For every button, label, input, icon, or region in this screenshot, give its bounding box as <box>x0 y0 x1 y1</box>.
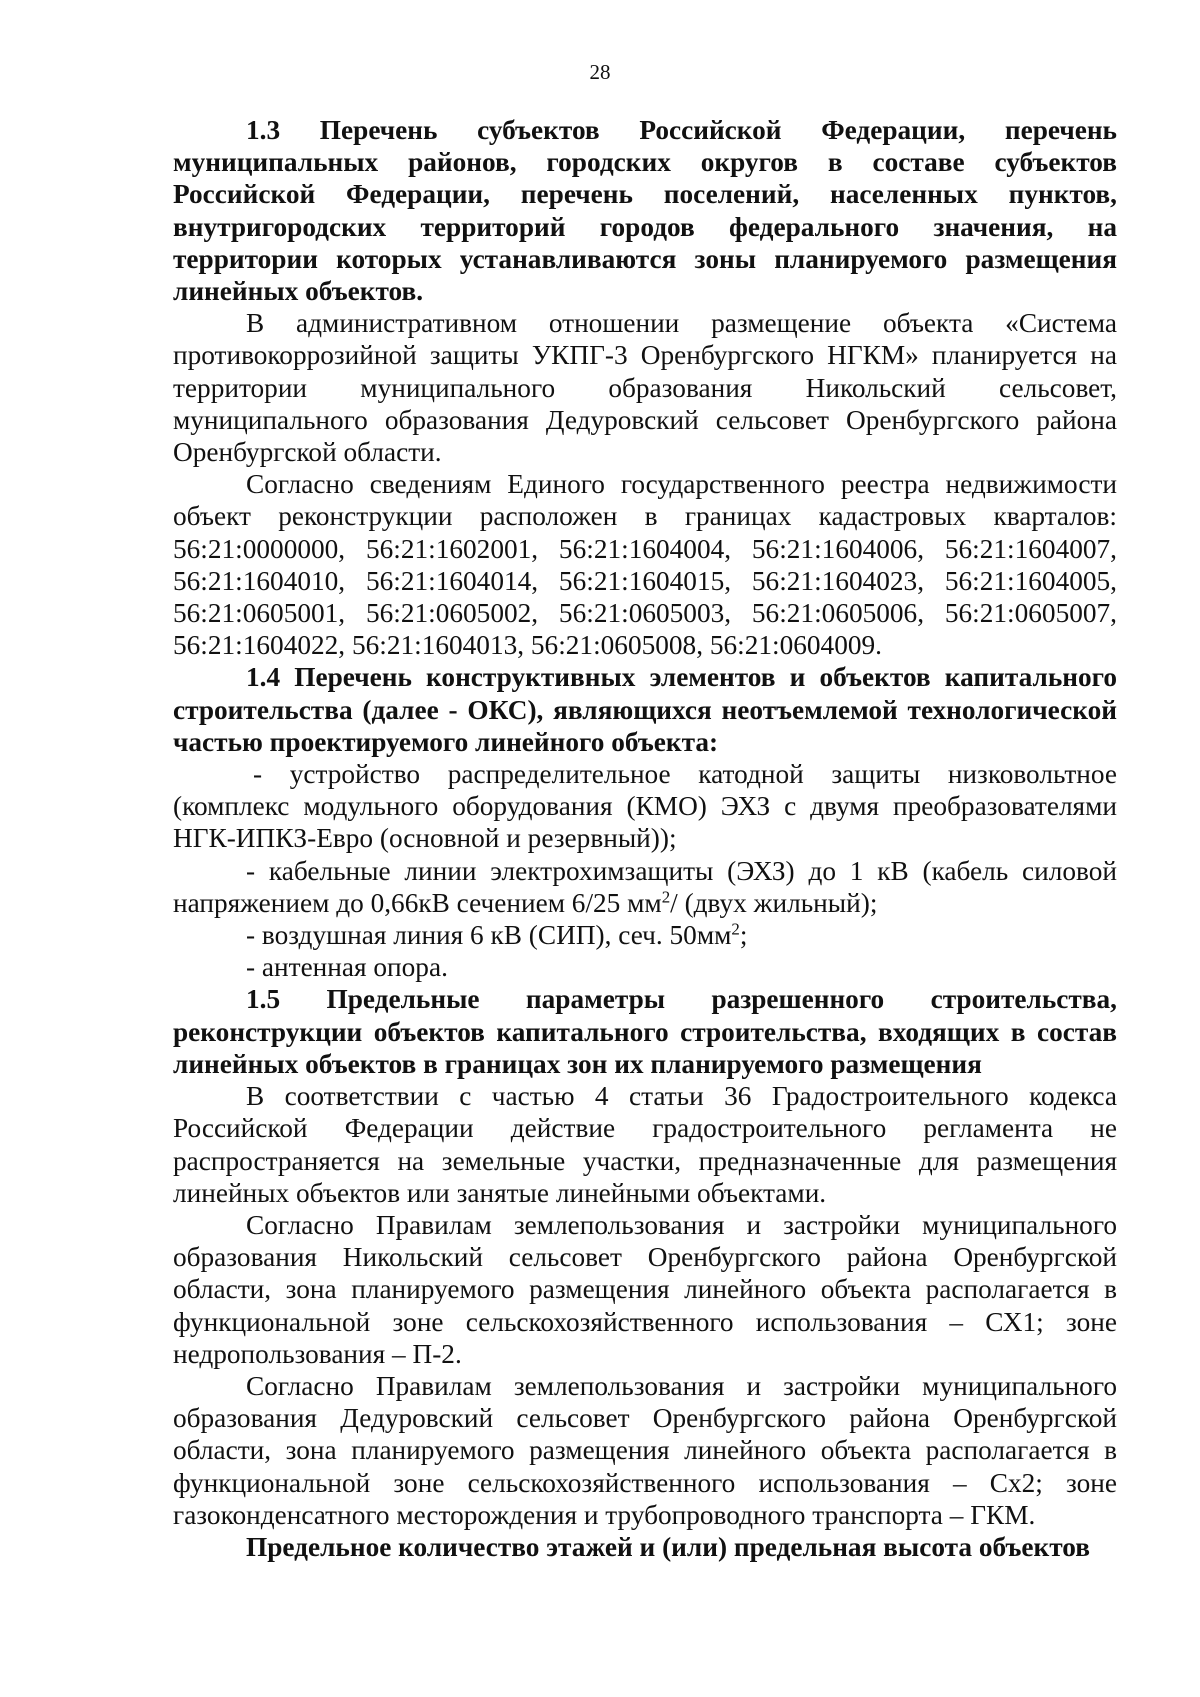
section-1-5-subheading-height: Предельное количество этажей и (или) предельная высота объектов <box>246 1531 1090 1562</box>
superscript: 2 <box>731 919 740 939</box>
item-text: - воздушная линия 6 кВ (СИП), сеч. 50мм <box>246 920 732 951</box>
item-text-tail: / (двух жильный); <box>670 887 878 918</box>
section-1-4-item-antenna-support: - антенная опора. <box>246 952 448 983</box>
item-text: - кабельные линии электрохимзащиты (ЭХЗ) до 1 кВ (кабель силовой напряжением до 0,66кВ сечением 6/25 мм <box>173 855 1117 918</box>
page-content <box>173 114 1117 1563</box>
section-1-4-item-overhead-line <box>173 919 1117 951</box>
section-1-4-item-cathodic-device: - устройство распределительное катодной защиты низковольтное (комплекс модульного оборудования (КМО) ЭХЗ с двумя преобразователями НГК-ИПКЗ-Евро (основной и резервный)); <box>173 759 1117 854</box>
page-number: 28 <box>589 60 611 84</box>
section-1-3-heading: 1.3 Перечень субъектов Российской Федерации, перечень муниципальных районов, городских округов в составе субъектов Российской Федерации, перечень поселений, населенных пунктов, внутригородских территорий городов федерального значения, на территории которых устанавливаются зоны планируемого размещения линейных объектов. <box>173 115 1117 307</box>
section-1-5-paragraph-dedurovsky: Согласно Правилам землепользования и застройки муниципального образования Дедуровский сельсовет Оренбургского района Оренбургской области, зона планируемого размещения линейного объекта располагается в функциональной зоне сельскохозяйственного использования – Сх2; зоне газоконденсатного месторождения и трубопроводного транспорта – ГКМ. <box>173 1370 1117 1530</box>
section-1-5-paragraph-code: В соответствии с частью 4 статьи 36 Градостроительного кодекса Российской Федерации действие градостроительного регламента не распространяется на земельные участки, предназначенные для размещения линейных объектов или занятые линейными объектами. <box>173 1081 1117 1208</box>
section-1-4-item-cable-lines <box>173 855 1117 919</box>
section-1-3-paragraph-cadastral: Согласно сведениям Единого государственного реестра недвижимости объект реконструкции расположен в границах кадастровых кварталов: 56:21:0000000, 56:21:1602001, 56:21:1604004, 56:21:1604006, 56:21:1604007, 56:21:1604010, 56:21:1604014, 56:21:1604015, 56:21:1604023, 56:21:1604005, 56:21:0605001, 56:21:0605002, 56:21:0605003, 56:21:0605006, 56:21:0605007, 56:21:1604022, 56:21:1604013, 56:21:0605008, 56:21:0604009. <box>173 469 1117 661</box>
section-1-3-paragraph-location: В административном отношении размещение объекта «Система противокоррозийной защиты УКПГ-3 Оренбургского НГКМ» планируется на территории муниципального образования Никольский сельсовет, муниципального образования Дедуровский сельсовет Оренбургского района Оренбургской области. <box>173 308 1117 468</box>
section-1-5-heading: 1.5 Предельные параметры разрешенного строительства, реконструкции объектов капитального строительства, входящих в состав линейных объектов в границах зон их планируемого размещения <box>173 984 1117 1079</box>
section-1-4-heading: 1.4 Перечень конструктивных элементов и объектов капитального строительства (далее - ОКС), являющихся неотъемлемой технологической частью проектируемого линейного объекта: <box>173 662 1117 757</box>
section-1-5-paragraph-nikolsky: Согласно Правилам землепользования и застройки муниципального образования Никольский сельсовет Оренбургского района Оренбургской области, зона планируемого размещения линейного объекта располагается в функциональной зоне сельскохозяйственного использования – СХ1; зоне недропользования – П-2. <box>173 1209 1117 1369</box>
item-text-tail: ; <box>739 920 748 951</box>
superscript: 2 <box>661 887 671 907</box>
